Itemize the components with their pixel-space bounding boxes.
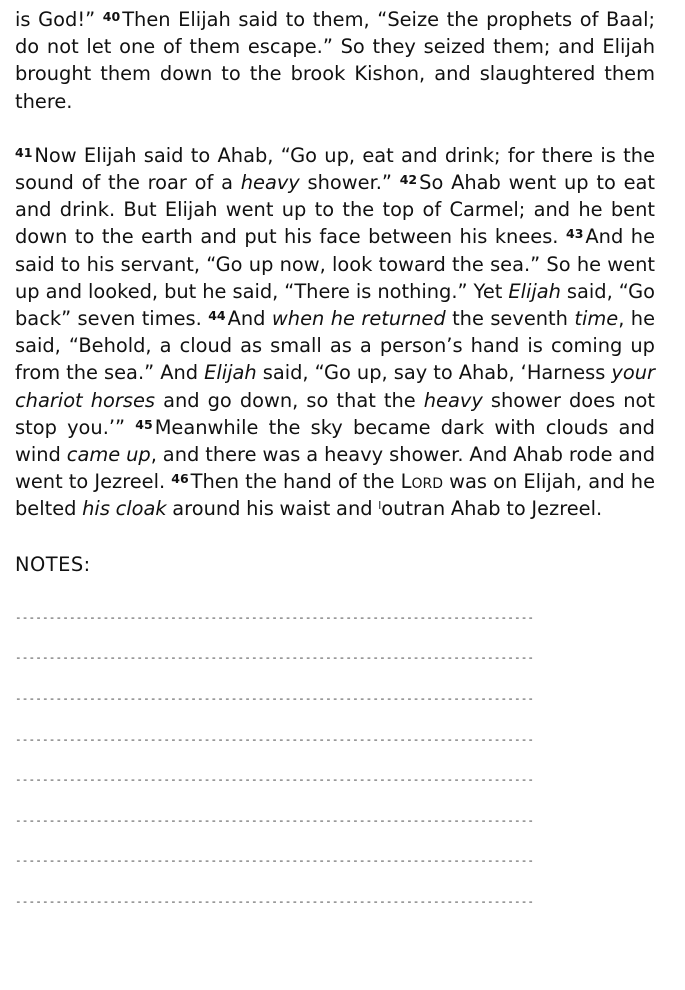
notes-lines bbox=[15, 598, 655, 923]
italic-word: heavy bbox=[240, 171, 300, 195]
passage-text: So Ahab went up to eat and drink. But Elijah went up to the top of Carmel; and he bent down to the earth and put his face between his knees. bbox=[15, 171, 655, 249]
verse-number: 43 bbox=[566, 226, 584, 242]
passage-paragraph-2 bbox=[15, 142, 655, 523]
passage-text: outran Ahab to Jezreel. bbox=[381, 497, 603, 521]
italic-word: his cloak bbox=[82, 497, 167, 521]
verse-number: 45 bbox=[135, 416, 153, 432]
italic-word: your chariot horses bbox=[15, 361, 656, 412]
note-line[interactable]: ----------------------------------------------------------------------------- bbox=[15, 773, 535, 787]
italic-word: time bbox=[574, 307, 619, 331]
passage-text: shower does not stop you.’” bbox=[15, 388, 656, 439]
note-line[interactable]: ----------------------------------------------------------------------------- bbox=[15, 813, 535, 827]
passage-text: Meanwhile the sky became dark with clouds and wind bbox=[15, 415, 655, 467]
passage-text: Then Elijah said to them, “Seize the prophets of Baal; do not let one of them escape.” So they seized them; and Elijah brought them down to the brook Kishon, and slaughtered them there. bbox=[15, 8, 656, 113]
passage-paragraph-1 bbox=[15, 6, 655, 115]
passage-text: and go down, so that the bbox=[155, 388, 424, 412]
note-line[interactable]: ----------------------------------------------------------------------------- bbox=[15, 651, 535, 665]
verse-number: 46 bbox=[171, 471, 189, 487]
passage-text: was on Elijah, and he belted bbox=[15, 470, 655, 521]
italic-word: when he returned bbox=[271, 307, 446, 331]
verse-number: 42 bbox=[399, 172, 418, 188]
italic-word: came up bbox=[66, 443, 151, 467]
passage-text: And he said to his servant, “Go up now, look toward the sea.” So he went up and looked, but he said, “There is nothing.” Yet bbox=[15, 225, 656, 303]
passage-text: Then the hand of the bbox=[190, 470, 401, 494]
note-line[interactable]: ----------------------------------------------------------------------------- bbox=[15, 732, 535, 746]
passage-text: said, “Go back” seven times. bbox=[15, 279, 655, 331]
note-line[interactable]: ----------------------------------------------------------------------------- bbox=[15, 854, 535, 868]
notes-heading: NOTES: bbox=[15, 552, 91, 576]
passage-text: Now Elijah said to Ahab, “Go up, eat and drink; for there is the sound of the roar of a bbox=[15, 143, 655, 195]
passage-text: , he said, “Behold, a cloud as small as a person’s hand is coming up from the sea.” And bbox=[15, 307, 656, 385]
note-line[interactable]: ----------------------------------------------------------------------------- bbox=[15, 895, 535, 909]
passage-text: shower.” bbox=[299, 171, 400, 195]
passage-text: is God!” bbox=[15, 8, 96, 31]
divine-name: Lord bbox=[400, 470, 444, 494]
passage-text: said, “Go up, say to Ahab, ‘Harness bbox=[256, 361, 612, 385]
scripture-page bbox=[15, 6, 655, 923]
verse-number: 44 bbox=[208, 308, 226, 324]
footnote-marker[interactable]: l bbox=[378, 499, 382, 513]
passage-text: And bbox=[227, 307, 272, 331]
verse-number: 40 bbox=[102, 9, 121, 24]
note-line[interactable]: ----------------------------------------------------------------------------- bbox=[15, 610, 535, 624]
passage-text: the seventh bbox=[445, 307, 575, 331]
italic-word: Elijah bbox=[204, 361, 257, 385]
italic-word: heavy bbox=[423, 388, 483, 412]
note-line[interactable]: ----------------------------------------------------------------------------- bbox=[15, 692, 535, 706]
passage-text: around his waist and bbox=[166, 497, 379, 521]
passage-text: , and there was a heavy shower. And Ahab rode and went to Jezreel. bbox=[15, 443, 655, 494]
italic-word: Elijah bbox=[508, 279, 561, 303]
verse-number: 41 bbox=[15, 144, 33, 160]
